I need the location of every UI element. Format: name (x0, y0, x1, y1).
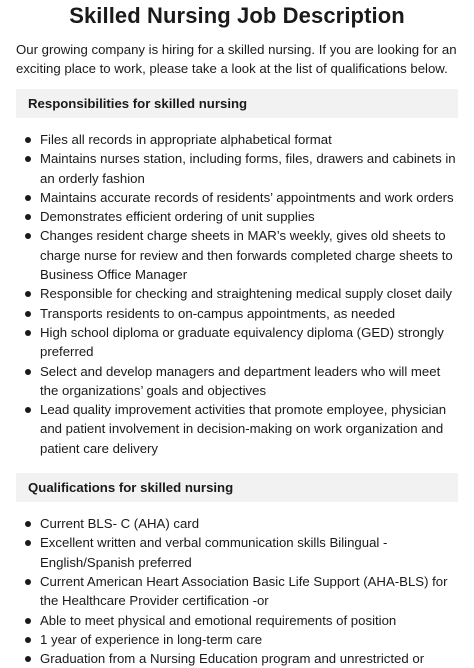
bullet-icon (25, 137, 31, 143)
list-item-text: Demonstrates efficient ordering of unit supplies (40, 209, 315, 225)
bullet-icon (25, 311, 31, 317)
bullet-icon (25, 369, 31, 375)
list-item (16, 304, 458, 323)
bullet-icon (25, 579, 31, 585)
bullet-icon (25, 407, 31, 413)
list-item (16, 611, 458, 630)
list-item-text: Lead quality improvement activities that promote employee, physician and patient involvement in decision-making on work organization and patient care delivery (40, 402, 447, 456)
bullet-icon (25, 233, 31, 239)
list-item-text: Select and develop managers and department leaders who will meet the organizations’ goals and objectives (40, 363, 441, 398)
list-item-text: Able to meet physical and emotional requirements of position (40, 612, 397, 628)
list-item (16, 400, 458, 458)
list-item-text: Graduation from a Nursing Education program and unrestricted or (40, 651, 425, 667)
bullet-icon (25, 291, 31, 297)
intro-paragraph: Our growing company is hiring for a skilled nursing. If you are looking for an exciting place to work, please take a look at the list of qualifications below. (16, 42, 457, 76)
list-item-text: Maintains accurate records of residents’ appointments and work orders (40, 189, 454, 205)
list-item-text: 1 year of experience in long-term care (40, 631, 263, 647)
page-title: Skilled Nursing Job Description (69, 3, 405, 28)
list-item-text: Excellent written and verbal communication skills Bilingual - English/Spanish preferred (40, 535, 388, 570)
qualifications-heading: Qualifications for skilled nursing (16, 473, 458, 502)
list-item (16, 533, 458, 572)
list-item-text: Transports residents to on-campus appointments, as needed (40, 305, 396, 321)
list-item (16, 630, 458, 649)
list-item (16, 226, 458, 284)
bullet-icon (25, 195, 31, 201)
list-item (16, 188, 458, 207)
bullet-icon (25, 656, 31, 662)
bullet-icon (25, 540, 31, 546)
responsibilities-heading: Responsibilities for skilled nursing (16, 89, 458, 118)
list-item-text: High school diploma or graduate equivalency diploma (GED) strongly preferred (40, 324, 444, 360)
bullet-icon (25, 637, 31, 643)
list-item-text: Changes resident charge sheets in MAR’s weekly, gives old sheets to charge nurse for review and then forwards completed charge sheets to Business Office Manager (40, 228, 453, 283)
list-item-text: Current BLS- C (AHA) card (40, 516, 200, 532)
list-item (16, 284, 458, 303)
list-item (16, 130, 458, 149)
bullet-icon (25, 521, 31, 527)
list-item (16, 149, 458, 188)
bullet-icon (25, 618, 31, 624)
bullet-icon (25, 156, 31, 162)
bullet-icon (25, 214, 31, 220)
list-item-text: Files all records in appropriate alphabetical format (40, 132, 332, 147)
list-item (16, 323, 458, 362)
list-item-text: Maintains nurses station, including forms, files, drawers and cabinets in an orderly fashion (40, 151, 456, 186)
responsibilities-list (16, 130, 458, 458)
list-item (16, 514, 458, 533)
list-item-text: Current American Heart Association Basic Life Support (AHA-BLS) for the Healthcare Provider certification -or (40, 573, 448, 609)
list-item (16, 572, 458, 611)
list-item (16, 649, 458, 668)
list-item (16, 362, 458, 401)
list-item-text: Responsible for checking and straightening medical supply closet daily (40, 286, 452, 302)
list-item (16, 207, 458, 226)
bullet-icon (25, 330, 31, 336)
qualifications-list (16, 514, 458, 668)
